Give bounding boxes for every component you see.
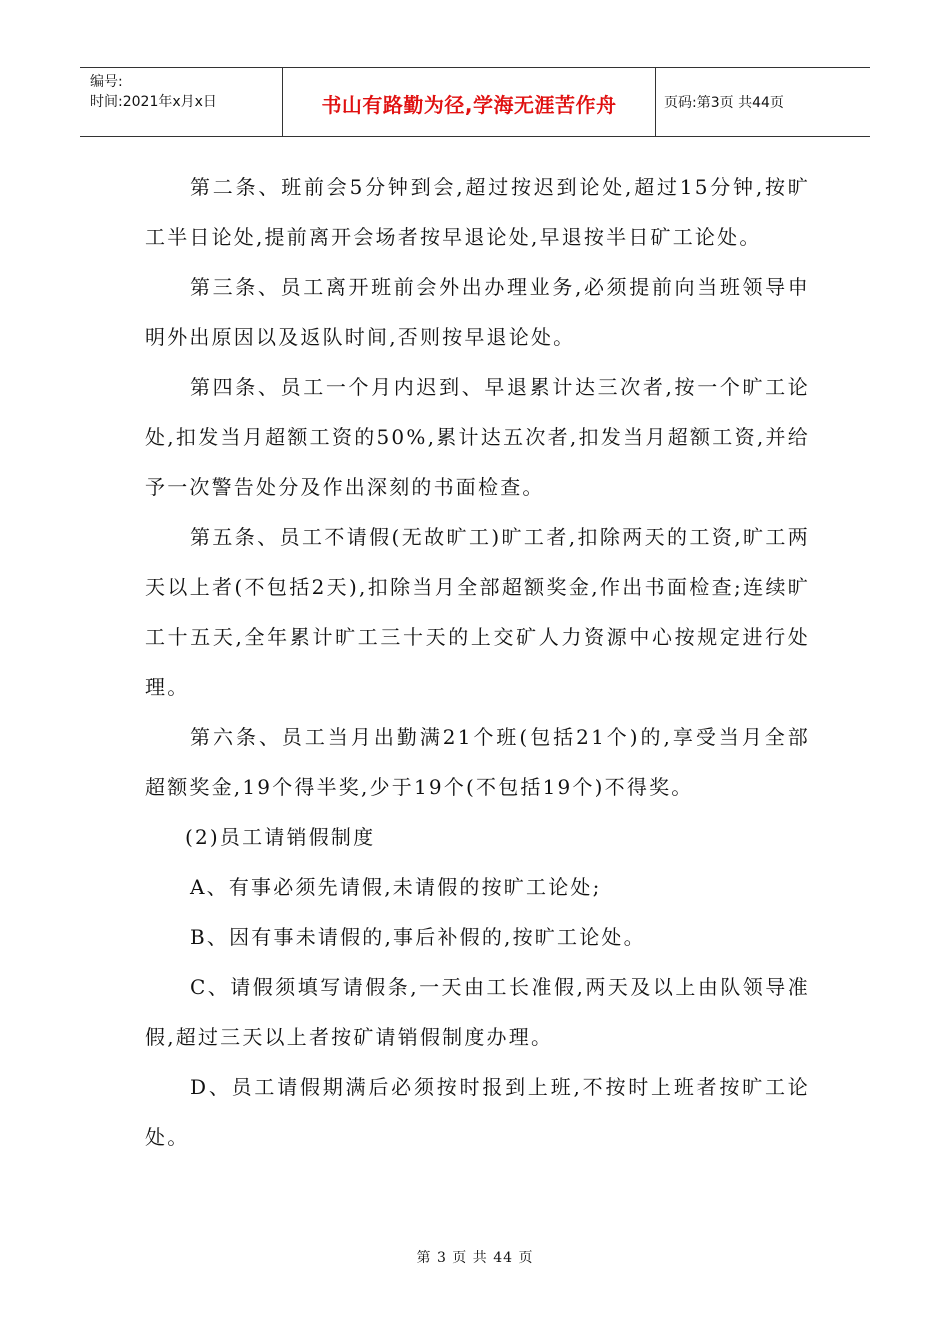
document-body xyxy=(145,162,810,1162)
paragraph-article-5: 第五条、员工不请假(无故旷工)旷工者,扣除两天的工资,旷工两天以上者(不包括2天),扣除当月全部超额奖金,作出书面检查;连续旷工十五天,全年累计旷工三十天的上交矿人力资源中心按规定进行处理。 xyxy=(145,525,810,699)
section-heading-leave-system: (2)员工请销假制度 xyxy=(185,825,376,849)
paragraph-item-a: A、有事必须先请假,未请假的按旷工论处; xyxy=(190,875,602,899)
header-page-info xyxy=(656,68,870,136)
paragraph-item-b: B、因有事未请假的,事后补假的,按旷工论处。 xyxy=(190,925,646,949)
serial-number-label: 编号: xyxy=(90,74,123,90)
paragraph-article-4: 第四条、员工一个月内迟到、早退累计达三次者,按一个旷工论处,扣发当月超额工资的50%,累计达五次者,扣发当月超额工资,并给予一次警告处分及作出深刻的书面检查。 xyxy=(145,375,810,499)
paragraph-article-3: 第三条、员工离开班前会外出办理业务,必须提前向当班领导申明外出原因以及返队时间,否则按早退论处。 xyxy=(145,275,810,349)
header-motto-cell xyxy=(283,68,656,136)
footer-page-number: 第 3 页 共 44 页 xyxy=(416,1250,534,1266)
paragraph-article-6: 第六条、员工当月出勤满21个班(包括21个)的,享受当月全部超额奖金,19个得半奖,少于19个(不包括19个)不得奖。 xyxy=(145,725,810,799)
paragraph-item-c: C、请假须填写请假条,一天由工长准假,两天及以上由队领导准假,超过三天以上者按矿请销假制度办理。 xyxy=(145,975,810,1049)
paragraph-item-d: D、员工请假期满后必须按时报到上班,不按时上班者按旷工论处。 xyxy=(145,1075,810,1149)
paragraph-article-2: 第二条、班前会5分钟到会,超过按迟到论处,超过15分钟,按旷工半日论处,提前离开会场者按早退论处,早退按半日矿工论处。 xyxy=(145,175,810,249)
header-meta xyxy=(80,68,283,136)
page-info-text: 页码:第3页 共44页 xyxy=(664,95,784,111)
document-header xyxy=(80,67,870,137)
header-motto: 书山有路勤为径,学海无涯苦作舟 xyxy=(321,92,617,117)
date-label: 时间:2021年x月x日 xyxy=(90,94,217,110)
page-footer xyxy=(0,1247,950,1267)
